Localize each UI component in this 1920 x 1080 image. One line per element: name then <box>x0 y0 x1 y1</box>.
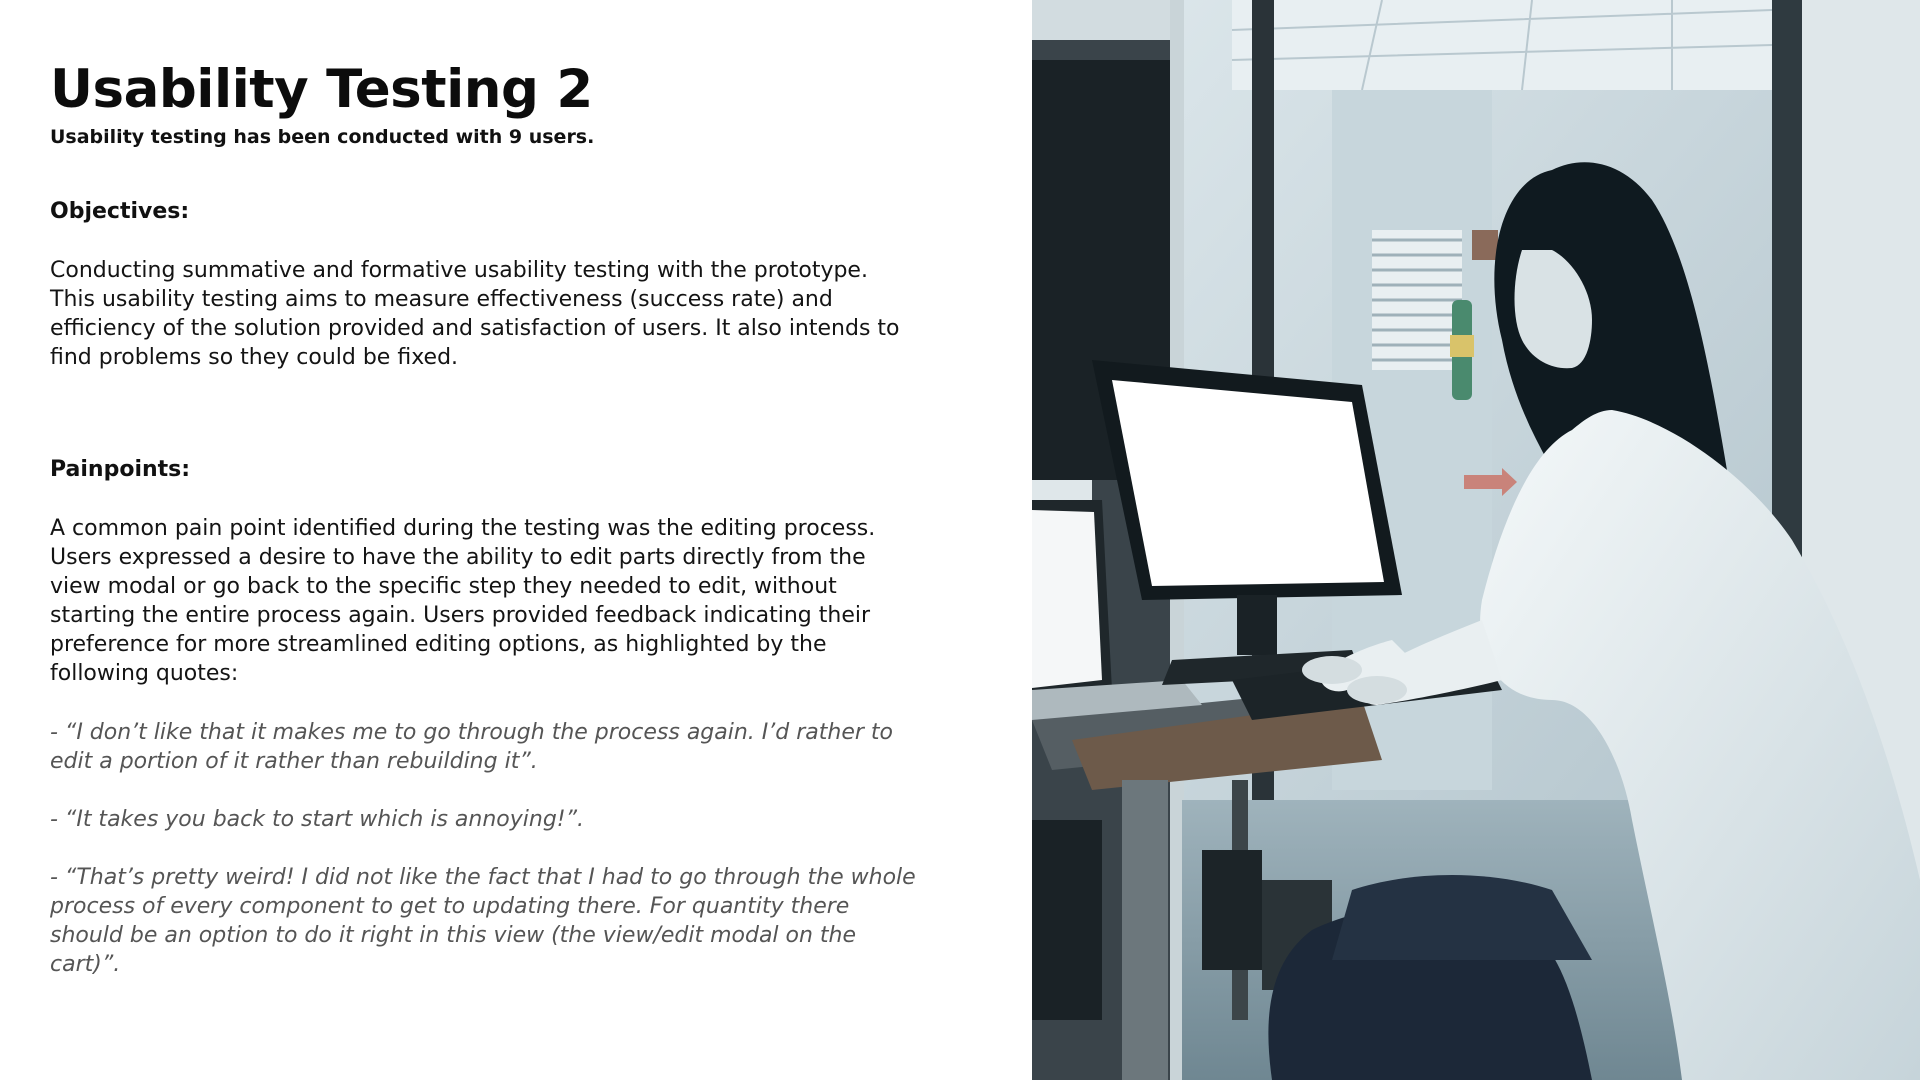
text-column <box>50 58 930 1008</box>
objectives-heading: Objectives: <box>50 199 190 224</box>
quote-item: - “I don’t like that it makes me to go through the process again. I’d rather to edit a portion of it rather than rebuilding it”. <box>50 720 893 774</box>
painpoints-text: A common pain point identified during the testing was the editing process. Users expressed a desire to have the ability to edit parts directly from the view modal or go back to the specific step they needed to edit, without starting the entire process again. Users provided feedback indicating their preference for more streamlined editing options, as highlighted by the following quotes: <box>50 516 876 686</box>
slide-title: Usability Testing 2 <box>50 59 593 120</box>
objectives-text: Conducting summative and formative usability testing with the prototype. This usability testing aims to measure effectiveness (success rate) and efficiency of the solution provided and satisfaction of users. It also intends to find problems so they could be fixed. <box>50 258 900 370</box>
quote-item: - “That’s pretty weird! I did not like the fact that I had to go through the whole process of every component to get to updating there. For quantity there should be an option to do it right in this view (the view/edit modal on the cart)”. <box>50 865 916 977</box>
slide-subtitle: Usability testing has been conducted with 9 users. <box>50 126 595 148</box>
quote-list <box>50 718 930 979</box>
painpoints-heading: Painpoints: <box>50 457 191 482</box>
quote-item: - “It takes you back to start which is annoying!”. <box>50 807 585 832</box>
person-at-computer-photo <box>1032 0 1920 1080</box>
photo-illustration <box>1032 0 1920 1080</box>
